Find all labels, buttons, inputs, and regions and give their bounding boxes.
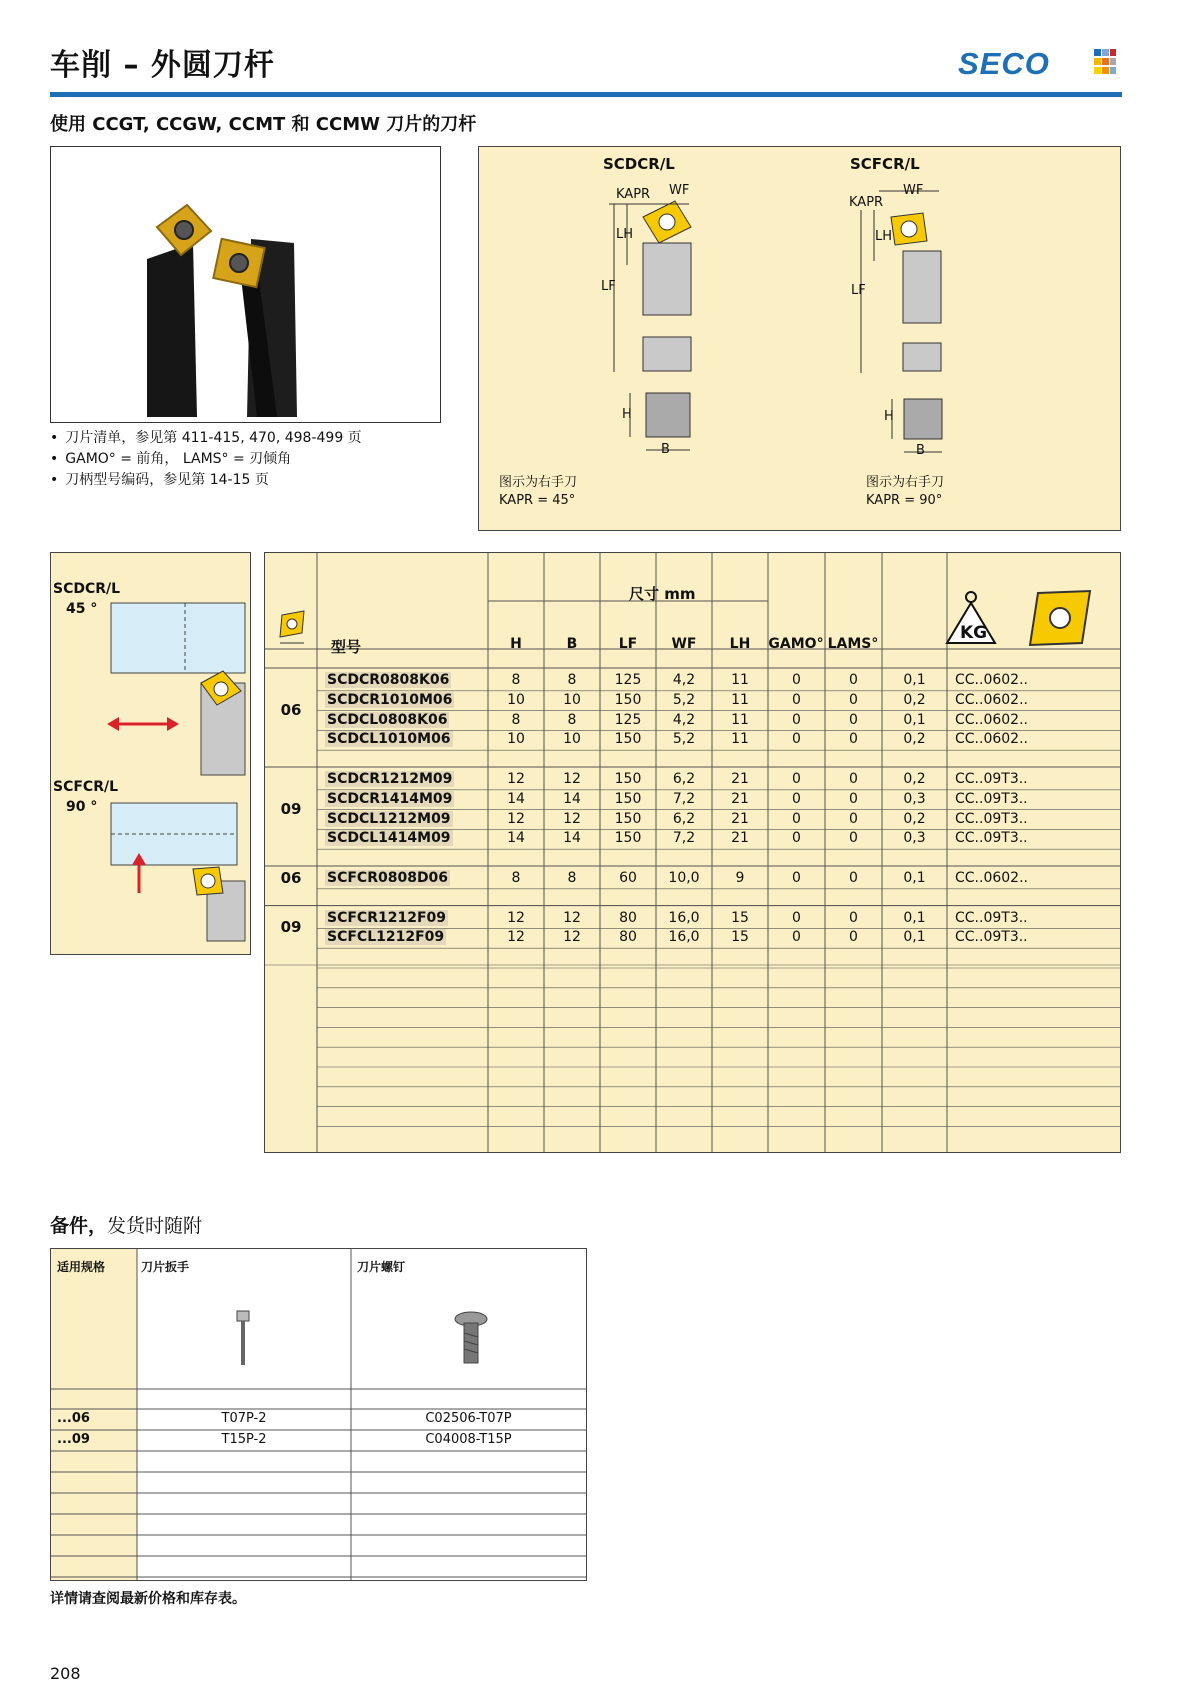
model-cell: SCFCL1212F09: [327, 929, 445, 946]
table-cell: 8: [567, 672, 577, 688]
table-cell: 6,2: [672, 810, 696, 827]
table-cell: 7,2: [672, 830, 696, 847]
table-cell: 14: [563, 790, 581, 807]
diagram-left-lf: LF: [601, 279, 616, 294]
table-cell: 0,1: [903, 672, 926, 688]
table-cell: 0: [792, 672, 801, 688]
table-cell: 12: [507, 810, 525, 827]
table-cell: 0,1: [903, 929, 926, 946]
table-cell: 8: [511, 870, 521, 886]
table-cell: 7,2: [672, 790, 696, 807]
table-cell: 0,2: [903, 731, 926, 748]
table-cell: 8: [567, 870, 577, 886]
diagram-left-note: 图示为右手刀: [499, 475, 578, 490]
column-header: LH: [729, 636, 751, 652]
table-cell: CC..09T3..: [955, 790, 1028, 807]
diagram-right-wf: WF: [903, 183, 924, 198]
diagram-right-kapr: KAPR: [849, 195, 884, 210]
page-subtitle: 使用 CCGT, CCGW, CCMT 和 CCMW 刀片的刀杆: [50, 114, 477, 135]
table-cell: 125: [614, 711, 642, 728]
page-number: 208: [50, 1664, 81, 1683]
table-cell: 12: [563, 909, 581, 926]
acc-cell: ...09: [57, 1432, 90, 1447]
diagram-left-lh: LH: [616, 227, 634, 242]
model-cell: SCDCR0808K06: [327, 672, 450, 688]
table-cell: 16,0: [668, 929, 700, 946]
table-cell: 21: [731, 771, 749, 787]
table-cell: 0: [792, 909, 801, 926]
model-header: 型号: [331, 638, 362, 656]
table-cell: 8: [511, 711, 521, 728]
table-cell: 0: [849, 870, 858, 886]
table-cell: 14: [563, 830, 581, 847]
table-cell: 0: [792, 771, 801, 787]
table-cell: 11: [731, 731, 749, 748]
diagram-right-b: B: [916, 443, 925, 458]
table-cell: CC..0602..: [955, 691, 1028, 708]
table-cell: 0: [849, 830, 858, 847]
insert-top-icon: [1028, 589, 1092, 647]
screw-icon: [453, 1311, 489, 1369]
table-cell: CC..0602..: [955, 870, 1028, 886]
diagram-right-note: 图示为右手刀: [866, 475, 945, 490]
table-cell: 0: [849, 672, 858, 688]
table-cell: 0,2: [903, 771, 926, 787]
table-cell: 12: [507, 909, 525, 926]
model-cell: SCDCL1212M09: [327, 810, 451, 827]
acc-cell: T15P-2: [221, 1432, 267, 1447]
table-cell: 80: [619, 929, 637, 946]
table-cell: 10: [507, 731, 525, 748]
header-rule: [50, 92, 1122, 97]
bullet-list: [50, 428, 362, 491]
model-cell: SCDCL1010M06: [327, 731, 451, 748]
bullet-item: • 刀片清单，参见第 411-415, 470, 498-499 页: [50, 428, 362, 449]
column-header: B: [566, 636, 578, 652]
table-cell: 8: [567, 711, 577, 728]
side-top-name: SCDCR/L: [53, 581, 121, 597]
kg-label: KG: [960, 623, 988, 643]
table-cell: 14: [507, 830, 525, 847]
table-cell: 4,2: [672, 672, 696, 688]
table-cell: 21: [731, 790, 749, 807]
table-cell: CC..0602..: [955, 731, 1028, 748]
diagram-right-lf: LF: [851, 283, 866, 298]
table-cell: 16,0: [668, 909, 700, 926]
acc-cell: C04008-T15P: [425, 1432, 512, 1447]
accessories-title-bold: 备件，: [50, 1215, 108, 1237]
table-cell: CC..09T3..: [955, 909, 1028, 926]
table-cell: 0: [849, 771, 858, 787]
diagram-left-b: B: [661, 442, 670, 457]
table-cell: CC..0602..: [955, 672, 1028, 688]
table-cell: 150: [614, 691, 642, 708]
acc-header-size: 适用规格: [57, 1260, 106, 1274]
table-cell: 0,3: [903, 830, 926, 847]
model-cell: SCDCL0808K06: [327, 711, 448, 728]
product-table: [264, 552, 1121, 1153]
model-cell: SCDCR1212M09: [327, 771, 453, 787]
footer-note: 详情请查阅最新价格和库存表。: [50, 1591, 246, 1607]
table-cell: 12: [507, 929, 525, 946]
seco-logo: [958, 46, 1118, 80]
model-cell: SCDCR1414M09: [327, 790, 453, 807]
product-photo: [50, 146, 441, 423]
table-cell: 12: [507, 771, 525, 787]
table-cell: 11: [731, 672, 749, 688]
table-cell: 0: [792, 810, 801, 827]
table-cell: 150: [614, 731, 642, 748]
diagram-right-name: SCFCR/L: [850, 155, 920, 173]
table-cell: 11: [731, 691, 749, 708]
wrench-key-icon: [231, 1309, 255, 1369]
diagram-right-h: H: [884, 409, 894, 424]
table-cell: 0: [792, 790, 801, 807]
column-header: WF: [671, 636, 697, 652]
table-cell: 10: [563, 691, 581, 708]
column-header: LF: [618, 636, 638, 652]
table-cell: 0: [792, 691, 801, 708]
table-cell: CC..09T3..: [955, 929, 1028, 946]
table-cell: 5,2: [672, 691, 696, 708]
table-cell: 80: [619, 909, 637, 926]
insert-shape-icon: [278, 609, 308, 649]
table-cell: 12: [563, 929, 581, 946]
side-bottom-name: SCFCR/L: [53, 779, 119, 795]
table-cell: 60: [619, 870, 637, 886]
accessories-title: [50, 1211, 202, 1238]
diagram-left-kapr: KAPR: [616, 187, 651, 202]
table-cell: CC..09T3..: [955, 771, 1028, 787]
table-cell: 9: [735, 870, 745, 886]
table-cell: CC..09T3..: [955, 830, 1028, 847]
table-cell: 125: [614, 672, 642, 688]
table-cell: 0: [849, 810, 858, 827]
table-cell: 12: [563, 810, 581, 827]
bullet-item: • 刀柄型号编码，参见第 14-15 页: [50, 470, 362, 491]
table-cell: 0: [792, 830, 801, 847]
acc-cell: ...06: [57, 1411, 90, 1426]
table-cell: 6,2: [672, 771, 696, 787]
diagram-left-angle: KAPR = 45°: [499, 493, 576, 508]
table-cell: 8: [511, 672, 521, 688]
size-group-label: 06: [280, 868, 302, 887]
table-cell: 14: [507, 790, 525, 807]
table-cell: 10,0: [668, 870, 700, 886]
brand-text: SECO: [958, 46, 1050, 81]
diagram-right-angle: KAPR = 90°: [866, 493, 943, 508]
bullet-item: • GAMO° = 前角， LAMS° = 刃倾角: [50, 449, 362, 470]
table-cell: CC..09T3..: [955, 810, 1028, 827]
table-cell: 0,1: [903, 909, 926, 926]
size-group-label: 09: [280, 918, 302, 937]
table-cell: 21: [731, 810, 749, 827]
column-header: GAMO°: [768, 636, 824, 652]
side-bottom-angle: 90 °: [66, 799, 98, 815]
accessories-title-rest: 发货时随附: [107, 1215, 203, 1237]
table-cell: 10: [507, 691, 525, 708]
table-cell: 0,3: [903, 790, 926, 807]
table-cell: 0: [849, 711, 858, 728]
side-top-angle: 45 °: [66, 601, 98, 617]
table-cell: 150: [614, 830, 642, 847]
table-cell: 0: [849, 691, 858, 708]
column-header: H: [510, 636, 522, 652]
table-cell: 0: [792, 929, 801, 946]
table-cell: 0: [792, 711, 801, 728]
seco-logo-squares-icon: [1094, 49, 1116, 77]
dimension-header: 尺寸 mm: [629, 585, 696, 603]
table-cell: 0: [792, 731, 801, 748]
side-panel: [50, 552, 251, 955]
model-cell: SCFCR1212F09: [327, 909, 446, 926]
acc-cell: T07P-2: [221, 1411, 267, 1426]
size-group-label: 09: [280, 799, 302, 818]
model-cell: SCFCR0808D06: [327, 870, 449, 886]
table-cell: 150: [614, 771, 642, 787]
table-cell: 12: [563, 771, 581, 787]
table-cell: CC..0602..: [955, 711, 1028, 728]
table-cell: 15: [731, 909, 749, 926]
table-cell: 0,2: [903, 691, 926, 708]
table-cell: 0,2: [903, 810, 926, 827]
table-cell: 0: [792, 870, 801, 886]
table-cell: 150: [614, 790, 642, 807]
diagram-left-wf: WF: [669, 183, 690, 198]
diagram-right-lh: LH: [875, 229, 893, 244]
dimension-diagram: [478, 146, 1121, 531]
table-cell: 21: [731, 830, 749, 847]
table-cell: 0: [849, 731, 858, 748]
table-cell: 0,1: [903, 711, 926, 728]
table-cell: 10: [563, 731, 581, 748]
table-cell: 150: [614, 810, 642, 827]
table-cell: 11: [731, 711, 749, 728]
acc-cell: C02506-T07P: [425, 1411, 512, 1426]
model-cell: SCDCL1414M09: [327, 830, 451, 847]
page-title: 车削 – 外圆刀杆: [50, 48, 275, 83]
diagram-left-h: H: [622, 407, 632, 422]
table-cell: 0: [849, 929, 858, 946]
size-group-label: 06: [280, 700, 302, 719]
table-cell: 0,1: [903, 870, 926, 886]
table-cell: 0: [849, 909, 858, 926]
table-cell: 0: [849, 790, 858, 807]
model-cell: SCDCR1010M06: [327, 691, 453, 708]
acc-header-screw: 刀片螺钉: [357, 1260, 406, 1274]
diagram-left-name: SCDCR/L: [603, 155, 675, 173]
accessories-table: [50, 1248, 587, 1581]
table-cell: 15: [731, 929, 749, 946]
acc-header-key: 刀片扳手: [141, 1260, 190, 1274]
table-cell: 4,2: [672, 711, 696, 728]
table-cell: 5,2: [672, 731, 696, 748]
column-header: LAMS°: [827, 636, 879, 652]
